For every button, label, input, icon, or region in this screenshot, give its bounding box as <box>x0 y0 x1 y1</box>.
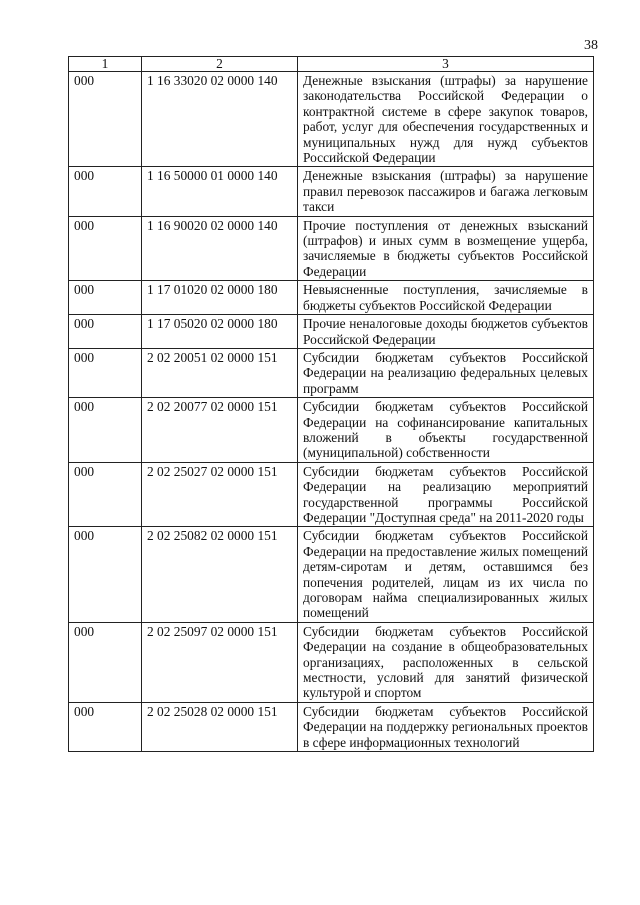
column-header-2: 2 <box>142 57 298 72</box>
income-code-cell: 1 16 90020 02 0000 140 <box>142 216 298 281</box>
income-description-cell: Невыясненные поступления, зачисляемые в бюджеты субъектов Российской Федерации <box>298 281 594 315</box>
income-code-cell: 1 17 01020 02 0000 180 <box>142 281 298 315</box>
income-code-cell: 2 02 20051 02 0000 151 <box>142 348 298 397</box>
income-code-cell: 2 02 20077 02 0000 151 <box>142 398 298 463</box>
income-code-cell: 2 02 25028 02 0000 151 <box>142 702 298 751</box>
income-code-cell: 1 16 50000 01 0000 140 <box>142 167 298 216</box>
income-code-cell: 2 02 25097 02 0000 151 <box>142 622 298 702</box>
income-description-cell: Денежные взыскания (штрафы) за нарушение законодательства Российской Федерации о контрактной системе в сфере закупок товаров, работ, услуг для обеспечения государственных и муниципальных нужд для нужд субъектов Российской Федерации <box>298 72 594 167</box>
admin-code-cell: 000 <box>69 462 142 527</box>
income-description-cell: Субсидии бюджетам субъектов Российской Федерации на поддержку региональных проектов в сфере информационных технологий <box>298 702 594 751</box>
column-header-3: 3 <box>298 57 594 72</box>
income-code-cell: 2 02 25027 02 0000 151 <box>142 462 298 527</box>
table-row <box>69 72 594 167</box>
column-header-1: 1 <box>69 57 142 72</box>
table-row <box>69 216 594 281</box>
income-description-cell: Субсидии бюджетам субъектов Российской Федерации на предоставление жилых помещений детям-сиротам и детям, оставшимся без попечения родителей, лицам из их числа по договорам найма специализированных жилых помещений <box>298 527 594 622</box>
table-row <box>69 702 594 751</box>
admin-code-cell: 000 <box>69 702 142 751</box>
admin-code-cell: 000 <box>69 348 142 397</box>
admin-code-cell: 000 <box>69 281 142 315</box>
income-code-cell: 1 16 33020 02 0000 140 <box>142 72 298 167</box>
table-row <box>69 348 594 397</box>
table-row <box>69 281 594 315</box>
admin-code-cell: 000 <box>69 72 142 167</box>
income-description-cell: Прочие поступления от денежных взысканий (штрафов) и иных сумм в возмещение ущерба, зачисляемые в бюджеты субъектов Российской Федерации <box>298 216 594 281</box>
table-row <box>69 398 594 463</box>
page-number: 38 <box>584 38 598 53</box>
income-description-cell: Субсидии бюджетам субъектов Российской Федерации на реализацию мероприятий государственной программы Российской Федерации "Доступная среда" на 2011-2020 годы <box>298 462 594 527</box>
table-row <box>69 315 594 349</box>
table-row <box>69 462 594 527</box>
admin-code-cell: 000 <box>69 527 142 622</box>
table-row <box>69 167 594 216</box>
income-description-cell: Субсидии бюджетам субъектов Российской Федерации на создание в общеобразовательных организациях, расположенных в сельской местности, условий для занятий физической культурой и спортом <box>298 622 594 702</box>
admin-code-cell: 000 <box>69 622 142 702</box>
table-header-row <box>69 57 594 72</box>
income-code-cell: 2 02 25082 02 0000 151 <box>142 527 298 622</box>
income-description-cell: Субсидии бюджетам субъектов Российской Федерации на софинансирование капитальных вложений в объекты государственной (муниципальной) собственности <box>298 398 594 463</box>
income-description-cell: Прочие неналоговые доходы бюджетов субъектов Российской Федерации <box>298 315 594 349</box>
admin-code-cell: 000 <box>69 398 142 463</box>
income-code-cell: 1 17 05020 02 0000 180 <box>142 315 298 349</box>
income-description-cell: Субсидии бюджетам субъектов Российской Федерации на реализацию федеральных целевых программ <box>298 348 594 397</box>
table-row <box>69 622 594 702</box>
table-row <box>69 527 594 622</box>
budget-classification-table <box>68 56 594 752</box>
admin-code-cell: 000 <box>69 216 142 281</box>
admin-code-cell: 000 <box>69 167 142 216</box>
income-description-cell: Денежные взыскания (штрафы) за нарушение правил перевозок пассажиров и багажа легковым такси <box>298 167 594 216</box>
admin-code-cell: 000 <box>69 315 142 349</box>
